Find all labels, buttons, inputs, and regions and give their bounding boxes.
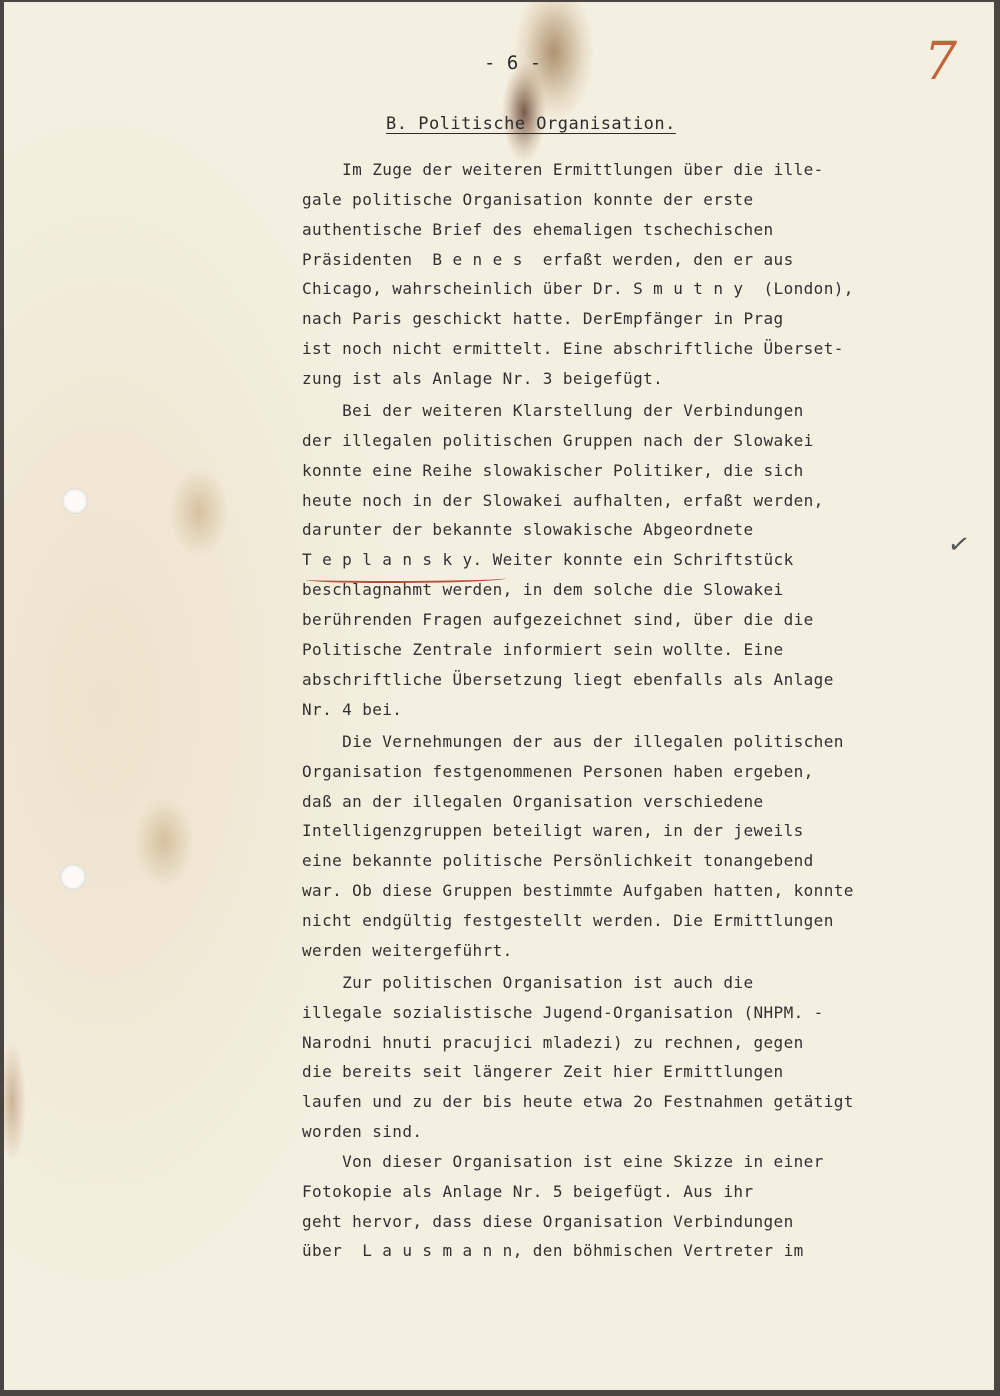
- text-line: nicht endgültig festgestellt werden. Die Ermittlungen: [302, 911, 834, 930]
- text-line: gale politische Organisation konnte der erste: [302, 190, 754, 209]
- text-line: der illegalen politischen Gruppen nach der Slowakei: [302, 431, 814, 450]
- text-line: werden weitergeführt.: [302, 941, 513, 960]
- text-line: Intelligenzgruppen beteiligt waren, in der jeweils: [302, 821, 804, 840]
- text-line: über L a u s m a n n, den böhmischen Vertreter im: [302, 1241, 804, 1260]
- page-number: - 6 -: [484, 52, 542, 74]
- text-line: zung ist als Anlage Nr. 3 beigefügt.: [302, 369, 664, 388]
- text-line: Zur politischen Organisation ist auch die: [302, 973, 754, 992]
- text-line: beschlagnahmt werden, in dem solche die Slowakei: [302, 580, 784, 599]
- text-line: authentische Brief des ehemaligen tschechischen: [302, 220, 774, 239]
- text-line: heute noch in der Slowakei aufhalten, erfaßt werden,: [302, 491, 824, 510]
- text-line: konnte eine Reihe slowakischer Politiker, die sich: [302, 461, 804, 480]
- text-line: Politische Zentrale informiert sein wollte. Eine: [302, 640, 784, 659]
- text-line: laufen und zu der bis heute etwa 2o Festnahmen getätigt: [302, 1092, 854, 1111]
- text-line: Chicago, wahrscheinlich über Dr. S m u t n y (London),: [302, 279, 854, 298]
- text-line: war. Ob diese Gruppen bestimmte Aufgaben hatten, konnte: [302, 881, 854, 900]
- text-line: Narodni hnuti pracujici mladezi) zu rechnen, gegen: [302, 1033, 804, 1052]
- text-line: Präsidenten B e n e s erfaßt werden, den er aus: [302, 250, 794, 269]
- text-line: geht hervor, dass diese Organisation Verbindungen: [302, 1212, 794, 1231]
- text-line: die bereits seit längerer Zeit hier Ermittlungen: [302, 1062, 784, 1081]
- text-line: illegale sozialistische Jugend-Organisation (NHPM. -: [302, 1003, 824, 1022]
- text-line: Organisation festgenommenen Personen haben ergeben,: [302, 762, 814, 781]
- text-line: Im Zuge der weiteren Ermittlungen über die ille-: [302, 160, 824, 179]
- text-line: daß an der illegalen Organisation verschiedene: [302, 792, 764, 811]
- archive-page-mark: 7: [924, 32, 958, 92]
- section-heading: B. Politische Organisation.: [386, 114, 676, 134]
- text-line: Von dieser Organisation ist eine Skizze in einer: [302, 1152, 824, 1171]
- text-line: nach Paris geschickt hatte. DerEmpfänger in Prag: [302, 309, 784, 328]
- text-line: darunter der bekannte slowakische Abgeordnete: [302, 520, 754, 539]
- text-line: abschriftliche Übersetzung liegt ebenfalls als Anlage: [302, 670, 834, 689]
- punch-hole-top: [62, 488, 88, 514]
- text-line: Nr. 4 bei.: [302, 700, 403, 719]
- text-line: Fotokopie als Anlage Nr. 5 beigefügt. Aus ihr: [302, 1182, 754, 1201]
- text-line: T e p l a n s k y. Weiter konnte ein Schriftstück: [302, 550, 794, 569]
- text-line: Bei der weiteren Klarstellung der Verbindungen: [302, 401, 804, 420]
- text-line: worden sind.: [302, 1122, 423, 1141]
- text-line: eine bekannte politische Persönlichkeit tonangebend: [302, 851, 814, 870]
- pencil-check-mark-icon: ✓: [945, 528, 973, 562]
- text-line: ist noch nicht ermittelt. Eine abschriftliche Überset-: [302, 339, 844, 358]
- text-line: Die Vernehmungen der aus der illegalen politischen: [302, 732, 844, 751]
- text-line: berührenden Fragen aufgezeichnet sind, über die die: [302, 610, 814, 629]
- punch-hole-bottom: [60, 864, 86, 890]
